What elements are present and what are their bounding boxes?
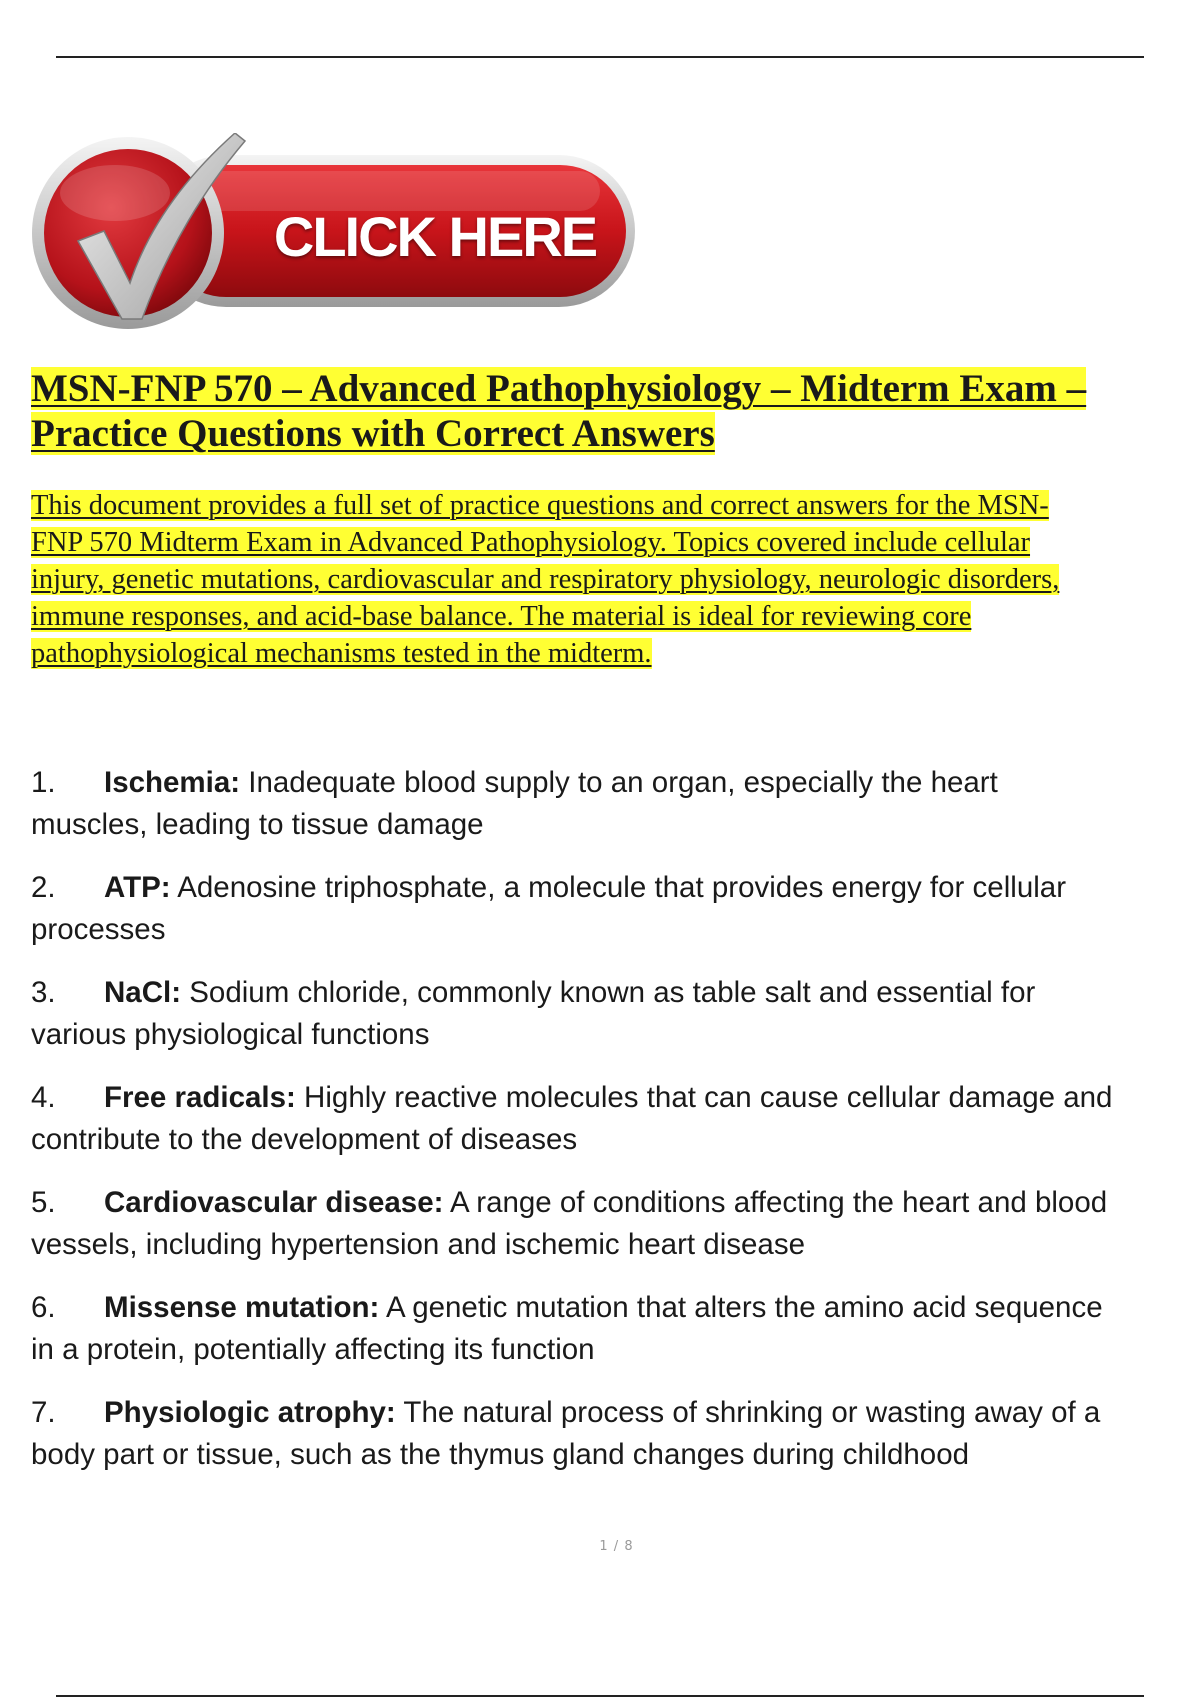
term-definition-line1: Adenosine triphosphate, a molecule that provides energy for cellular	[170, 871, 1067, 904]
term-item	[31, 1077, 1200, 1162]
term-item	[31, 762, 1200, 847]
term-definition-line2: processes	[31, 913, 166, 946]
term-name: ATP:	[104, 871, 171, 904]
term-item	[31, 1287, 1200, 1372]
term-definition-line1: Sodium chloride, commonly known as table salt and essential for	[181, 976, 1036, 1009]
term-name: Missense mutation:	[104, 1291, 380, 1324]
term-item	[31, 1182, 1200, 1267]
summary-line: FNP 570 Midterm Exam in Advanced Pathophysiology. Topics covered include cellular	[31, 527, 1031, 558]
term-definition-line1: The natural process of shrinking or wasting away of a	[395, 1396, 1101, 1429]
summary-line: injury, genetic mutations, cardiovascular and respiratory physiology, neurologic disorders,	[31, 564, 1060, 595]
term-name: Free radicals:	[104, 1081, 296, 1114]
term-name: Physiologic atrophy:	[104, 1396, 396, 1429]
term-definition-line2: contribute to the development of diseases	[31, 1123, 578, 1156]
bottom-divider	[56, 1695, 1144, 1697]
term-number: 5.	[31, 1186, 56, 1219]
term-number: 6.	[31, 1291, 56, 1324]
term-definition-line1: A genetic mutation that alters the amino acid sequence	[379, 1291, 1103, 1324]
term-definition-line2: vessels, including hypertension and ischemic heart disease	[31, 1228, 805, 1261]
term-definition-line2: various physiological functions	[31, 1018, 430, 1051]
term-list	[31, 762, 1200, 1497]
term-item	[31, 972, 1200, 1057]
term-definition-line2: muscles, leading to tissue damage	[31, 808, 484, 841]
document-title	[31, 366, 1171, 456]
term-definition-line1: Highly reactive molecules that can cause cellular damage and	[295, 1081, 1113, 1114]
term-item	[31, 867, 1200, 952]
summary-line: This document provides a full set of practice questions and correct answers for the MSN-	[31, 490, 1049, 521]
click-here-label: CLICK HERE	[273, 205, 597, 268]
term-number: 4.	[31, 1081, 56, 1114]
click-here-button[interactable]	[30, 133, 640, 339]
term-definition-line1: A range of conditions affecting the heart and blood	[443, 1186, 1108, 1219]
term-name: Cardiovascular disease:	[104, 1186, 444, 1219]
top-divider	[56, 56, 1144, 58]
term-definition-line1: Inadequate blood supply to an organ, especially the heart	[240, 766, 998, 799]
summary-line: immune responses, and acid-base balance. The material is ideal for reviewing core	[31, 601, 972, 632]
page-indicator: 1 / 8	[599, 1539, 634, 1554]
term-number: 1.	[31, 766, 56, 799]
document-summary	[31, 487, 1200, 672]
term-definition-line2: in a protein, potentially affecting its function	[31, 1333, 595, 1366]
summary-line: pathophysiological mechanisms tested in the midterm.	[31, 638, 652, 669]
term-name: NaCl:	[104, 976, 182, 1009]
term-item	[31, 1392, 1200, 1477]
term-number: 2.	[31, 871, 56, 904]
term-definition-line2: body part or tissue, such as the thymus gland changes during childhood	[31, 1438, 970, 1471]
term-number: 7.	[31, 1396, 56, 1429]
term-number: 3.	[31, 976, 56, 1009]
document-title-text: MSN-FNP 570 – Advanced Pathophysiology – Midterm Exam – Practice Questions with Correct Answers	[31, 367, 1087, 455]
term-name: Ischemia:	[104, 766, 241, 799]
